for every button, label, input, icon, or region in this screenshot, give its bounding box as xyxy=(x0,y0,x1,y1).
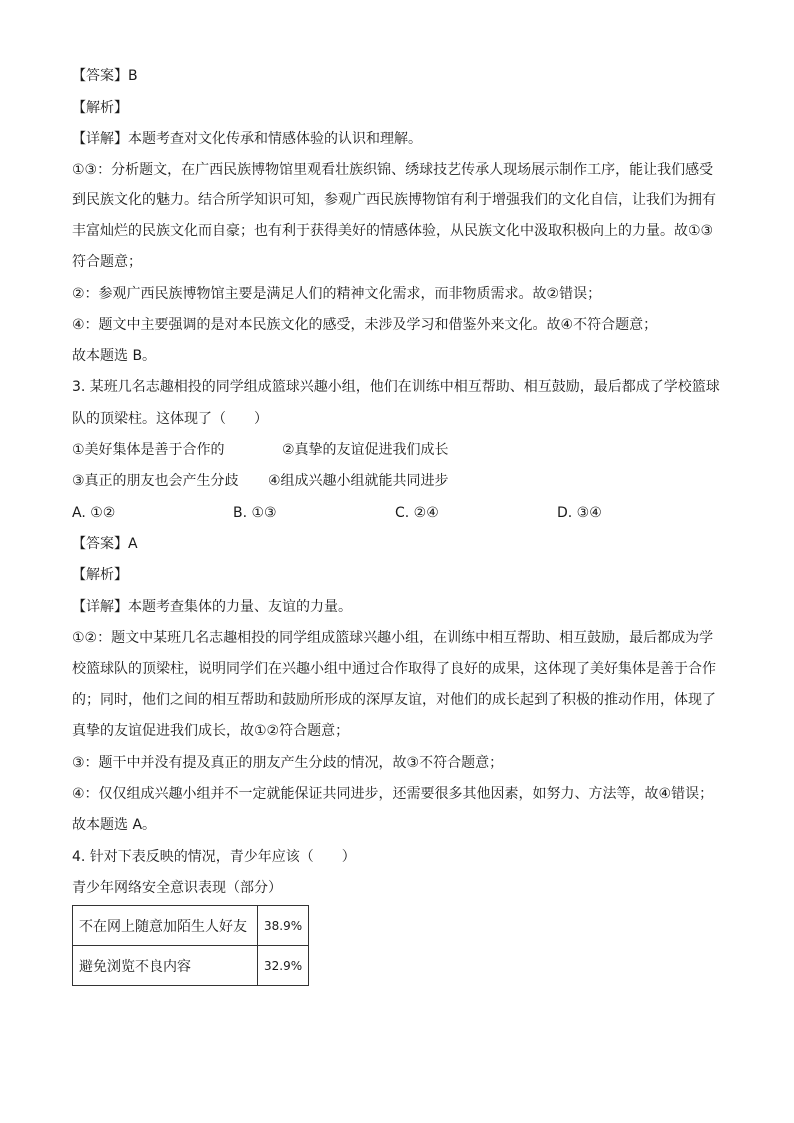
q3-paragraph-line: 的；同时，他们之间的相互帮助和鼓励所形成的深厚友谊，对他们的成长起到了积极的推动作用，体现了 xyxy=(72,692,716,708)
table-cell-value: 38.9% xyxy=(258,906,309,946)
q2-conclusion: 故本题选 B。 xyxy=(72,348,157,364)
q2-paragraph-line: ①③：分析题文，在广西民族博物馆里观看壮族织锦、绣球技艺传承人现场展示制作工序，能让我们感受 xyxy=(72,162,714,178)
q4-table-title: 青少年网络安全意识表现（部分） xyxy=(72,880,282,896)
q2-paragraph-line: 符合题意； xyxy=(72,254,142,270)
q3-paragraph-line: 真挚的友谊促进我们成长，故①②符合题意； xyxy=(72,723,350,739)
q3-option-d: D. ③④ xyxy=(557,505,602,521)
q3-answer: 【答案】A xyxy=(72,536,138,552)
survey-table xyxy=(72,905,309,986)
q3-stem-line: 队的顶梁柱。这体现了（ ） xyxy=(72,411,268,427)
q2-point-2: ②：参观广西民族博物馆主要是满足人们的精神文化需求，而非物质需求。故②错误； xyxy=(72,286,602,302)
q2-analysis-heading: 【解析】 xyxy=(72,100,128,116)
q2-paragraph-line: 到民族文化的魅力。结合所学知识可知，参观广西民族博物馆有利于增强我们的文化自信，让我们为拥有 xyxy=(72,192,716,208)
q3-analysis-heading: 【解析】 xyxy=(72,567,128,583)
q3-paragraph-line: ①②：题文中某班几名志趣相投的同学组成篮球兴趣小组，在训练中相互帮助、相互鼓励，最后都成为学 xyxy=(72,630,714,646)
table-row xyxy=(73,946,309,986)
q3-statement-3: ③真正的朋友也会产生分歧 xyxy=(72,473,239,489)
q3-point-3: ③：题干中并没有提及真正的朋友产生分歧的情况，故③不符合题意； xyxy=(72,755,504,771)
table-cell-value: 32.9% xyxy=(258,946,309,986)
q3-option-a: A. ①② xyxy=(72,505,116,521)
q3-detail: 【详解】本题考查集体的力量、友谊的力量。 xyxy=(72,599,352,615)
q2-paragraph-line: 丰富灿烂的民族文化而自豪；也有利于获得美好的情感体验，从民族文化中汲取积极向上的力量。故①③ xyxy=(72,223,714,239)
q3-point-4: ④：仅仅组成兴趣小组并不一定就能保证共同进步，还需要很多其他因素，如努力、方法等，故④错误； xyxy=(72,786,714,802)
q2-answer: 【答案】B xyxy=(72,68,138,84)
q3-option-c: C. ②④ xyxy=(395,505,439,521)
q3-option-b: B. ①③ xyxy=(233,505,277,521)
q4-stem: 4. 针对下表反映的情况，青少年应该（ ） xyxy=(72,849,356,865)
table-cell-label: 不在网上随意加陌生人好友 xyxy=(73,906,258,946)
table-row xyxy=(73,906,309,946)
q3-statement-2: ②真挚的友谊促进我们成长 xyxy=(282,442,449,458)
q3-paragraph-line: 校篮球队的顶梁柱，说明同学们在兴趣小组中通过合作取得了良好的成果，这体现了美好集体是善于合作 xyxy=(72,661,716,677)
q3-conclusion: 故本题选 A。 xyxy=(72,817,157,833)
q2-detail: 【详解】本题考查对文化传承和情感体验的认识和理解。 xyxy=(72,131,422,147)
q3-statement-4: ④组成兴趣小组就能共同进步 xyxy=(268,473,449,489)
q2-point-4: ④：题文中主要强调的是对本民族文化的感受，未涉及学习和借鉴外来文化。故④不符合题意； xyxy=(72,317,658,333)
q3-statement-1: ①美好集体是善于合作的 xyxy=(72,442,225,458)
q3-stem-line: 3. 某班几名志趣相投的同学组成篮球兴趣小组，他们在训练中相互帮助、相互鼓励，最后都成了学校篮球 xyxy=(72,379,720,395)
table-cell-label: 避免浏览不良内容 xyxy=(73,946,258,986)
